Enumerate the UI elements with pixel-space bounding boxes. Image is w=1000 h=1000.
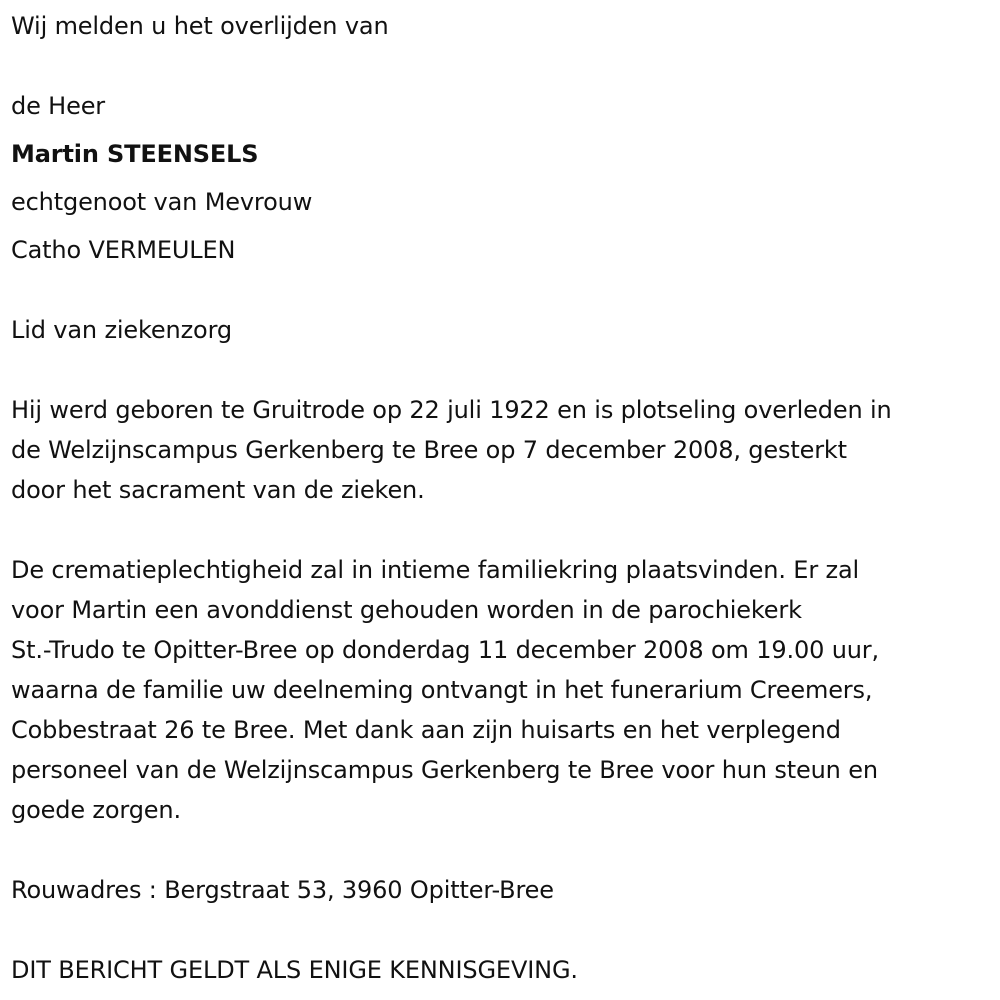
paragraph-line: personeel van de Welzijnscampus Gerkenberg te Bree voor hun steun en — [11, 756, 878, 784]
paragraph-line: goede zorgen. — [11, 796, 181, 824]
paragraph-line: St.-Trudo te Opitter-Bree op donderdag 11 december 2008 om 19.00 uur, — [11, 636, 880, 664]
paragraph-line: de Welzijnscampus Gerkenberg te Bree op 7 december 2008, gesterkt — [11, 436, 847, 464]
spouse-line: echtgenoot van Mevrouw — [11, 188, 313, 216]
birth-death-paragraph — [11, 390, 892, 510]
mourning-address: Rouwadres : Bergstraat 53, 3960 Opitter-Bree — [11, 876, 554, 904]
paragraph-line: Hij werd geboren te Gruitrode op 22 juli 1922 en is plotseling overleden in — [11, 396, 892, 424]
honorific: de Heer — [11, 92, 106, 120]
intro-text: Wij melden u het overlijden van — [11, 12, 389, 40]
paragraph-line: waarna de familie uw deelneming ontvangt in het funerarium Creemers, — [11, 676, 873, 704]
spouse-name: Catho VERMEULEN — [11, 236, 236, 264]
paragraph-line: Cobbestraat 26 te Bree. Met dank aan zijn huisarts en het verplegend — [11, 716, 841, 744]
ceremony-paragraph — [11, 550, 879, 830]
paragraph-line: voor Martin een avonddienst gehouden worden in de parochiekerk — [11, 596, 802, 624]
deceased-name: Martin STEENSELS — [11, 140, 259, 168]
membership-text: Lid van ziekenzorg — [11, 316, 232, 344]
closing-statement: DIT BERICHT GELDT ALS ENIGE KENNISGEVING. — [11, 956, 578, 984]
paragraph-line: De crematieplechtigheid zal in intieme familiekring plaatsvinden. Er zal — [11, 556, 860, 584]
paragraph-line: door het sacrament van de zieken. — [11, 476, 425, 504]
